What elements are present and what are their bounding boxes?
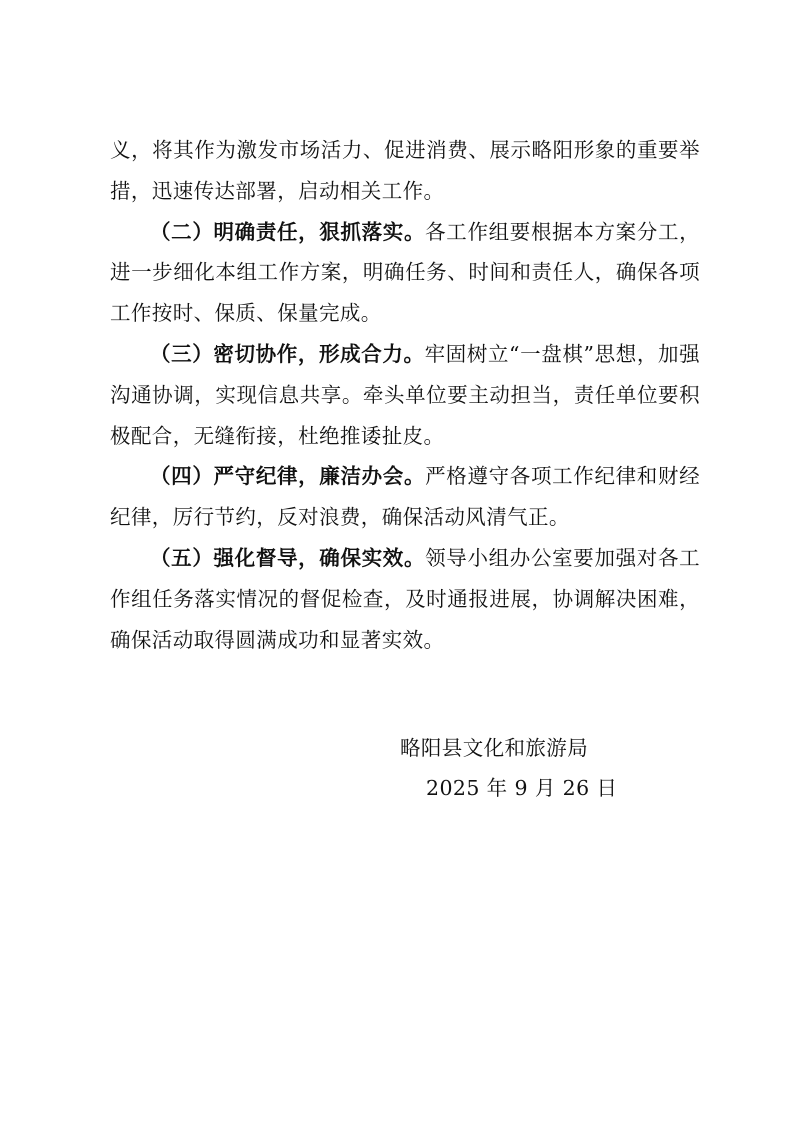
paragraph-section-4 — [110, 456, 700, 538]
issuing-organization: 略阳县文化和旅游局 — [400, 736, 589, 760]
paragraph-text: 领导小组办公室要加强对各工作组任务落实情况的督促检查，及时通报进展，协调解决困难，确保活动取得圆满成功和显著实效。 — [110, 545, 701, 652]
paragraph-heading: （三）密切协作，形成合力。 — [150, 341, 425, 366]
paragraph-section-2 — [110, 212, 700, 334]
paragraph-continuation — [110, 130, 700, 212]
paragraph-section-5 — [110, 538, 700, 660]
paragraph-section-3 — [110, 334, 700, 456]
paragraph-text: 严格遵守各项工作纪律和财经纪律，厉行节约，反对浪费，确保活动风清气正。 — [110, 464, 701, 530]
paragraph-text: 各工作组要根据本方案分工，进一步细化本组工作方案，明确任务、时间和责任人，确保各项工作按时、保质、保量完成。 — [110, 219, 701, 326]
paragraph-text: 义，将其作为激发市场活力、促进消费、展示略阳形象的重要举措，迅速传达部署，启动相关工作。 — [110, 138, 700, 203]
paragraph-heading: （二）明确责任，狠抓落实。 — [150, 219, 426, 244]
paragraph-text: 牢固树立“一盘棋”思想，加强沟通协调，实现信息共享。牵头单位要主动担当，责任单位要积极配合，无缝衔接，杜绝推诿扯皮。 — [110, 341, 701, 448]
document-body — [110, 130, 700, 660]
signature-block — [400, 728, 700, 808]
issue-date: 2025 年 9 月 26 日 — [426, 776, 618, 800]
paragraph-heading: （五）强化督导，确保实效。 — [150, 545, 426, 570]
paragraph-heading: （四）严守纪律，廉洁办会。 — [150, 464, 426, 489]
